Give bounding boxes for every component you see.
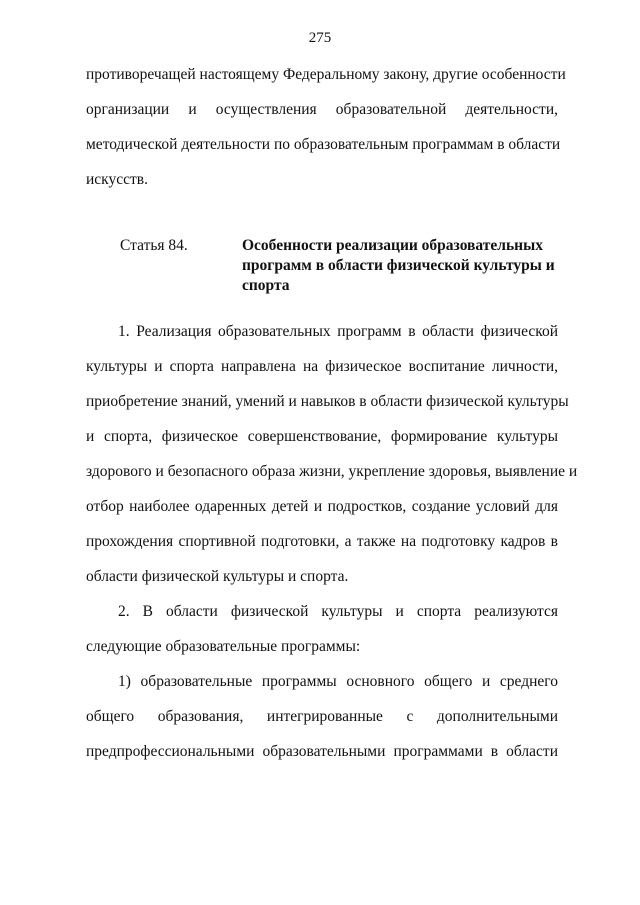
item1-line-2: общего образования, интегрированные с дополнительными [86, 708, 558, 725]
page-number: 275 [308, 30, 332, 46]
para1-line-2: культуры и спорта направлена на физическое воспитание личности, [86, 358, 558, 375]
para1-line-3: приобретение знаний, умений и навыков в области физической культуры [86, 393, 569, 410]
para2-line-1: 2. В области физической культуры и спорта реализуются [118, 603, 558, 620]
intro-line-1: противоречащей настоящему Федеральному закону, другие особенности [86, 66, 566, 83]
item1-line-3: предпрофессиональными образовательными программами в области [86, 743, 558, 760]
para1-line-8: области физической культуры и спорта. [86, 568, 349, 585]
para1-line-4: и спорта, физическое совершенствование, формирование культуры [86, 428, 558, 445]
intro-line-2: организации и осуществления образовательной деятельности, [86, 101, 558, 118]
article-title [242, 236, 562, 296]
para1-line-5: здорового и безопасного образа жизни, укрепление здоровья, выявление и [86, 463, 578, 480]
para1-line-1: 1. Реализация образовательных программ в области физической [118, 323, 558, 340]
article-title-line-1: Особенности реализации образовательных [242, 237, 543, 254]
para1-line-7: прохождения спортивной подготовки, а также на подготовку кадров в [86, 533, 558, 550]
para2-line-2: следующие образовательные программы: [86, 638, 361, 655]
intro-line-4: искусств. [86, 171, 148, 188]
intro-line-3: методической деятельности по образовательным программам в области [86, 136, 561, 153]
item1-line-1: 1) образовательные программы основного общего и среднего [118, 673, 558, 690]
article-title-line-3: спорта [242, 277, 290, 294]
article-label: Статья 84. [120, 237, 188, 254]
article-title-line-2: программ в области физической культуры и [242, 257, 555, 274]
para1-line-6: отбор наиболее одаренных детей и подростков, создание условий для [86, 498, 558, 515]
